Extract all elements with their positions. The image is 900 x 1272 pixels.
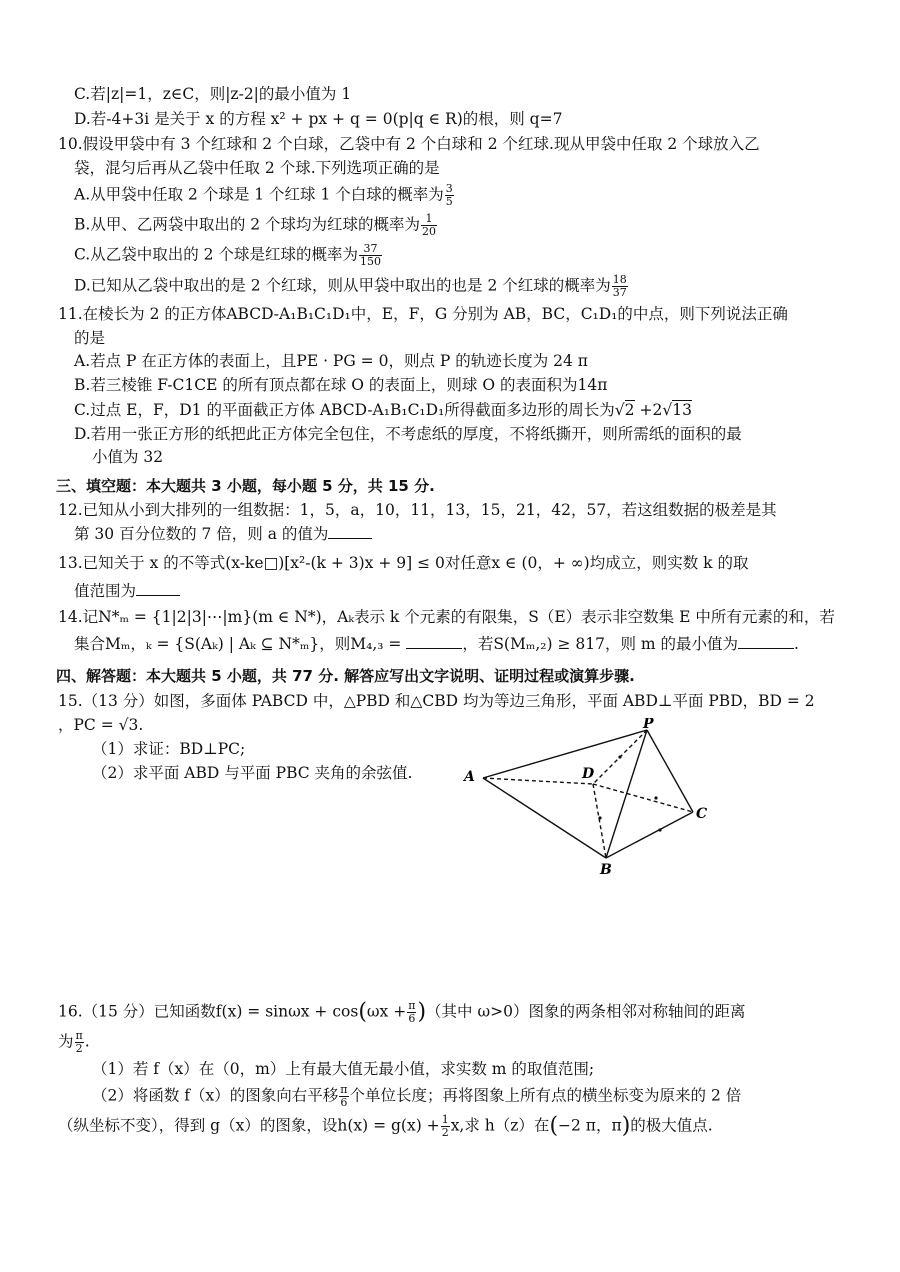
q11-option-a: A.若点 P 在正方体的表面上，且PE · PG = 0，则点 P 的轨迹长度为 24 π [74,352,588,370]
section-four-heading: 四、解答题：本大题共 5 小题，共 77 分. 解答应写出文字说明、证明过程或演算步骤. [56,667,635,685]
edge-cd [593,784,693,812]
q9-option-c: C.若|z|=1，z∈C，则|z-2|的最小值为 1 [74,85,352,103]
sqrt-radicand: 2 [624,401,635,419]
q16-line1-rest: （其中 ω>0）图象的两条相邻对称轴间的距离 [426,1002,746,1021]
q15-sub2: （2）求平面 ABD 与平面 PBC 夹角的余弦值. [92,764,413,782]
edge-bd [593,784,606,858]
q11-stem-line2: 的是 [74,329,106,347]
edge-ab [483,778,606,858]
q16-line1 [58,1000,745,1025]
q11-option-c-text: C.过点 E，F，D1 的平面截正方体 ABCD-A₁B₁C₁D₁所得截面多边形的周长为√ [74,401,625,419]
q16-sub2-rest: 个单位长度；再将图象上所有点的横坐标变为原来的 2 倍 [349,1086,742,1105]
q11-option-d-line1: D.若用一张正方形的纸把此正方体完全包住，不考虑纸的厚度，不将纸撕开，则所需纸的面积的最 [74,425,742,443]
fraction-numerator: 1 [421,213,437,226]
q10-option-d-text: D.已知从乙袋中取出的是 2 个红球，则从甲袋中取出的也是 2 个红球的概率为 [74,276,611,295]
fraction-denominator: 6 [340,1096,348,1109]
tick-mark [598,816,601,819]
q15-line2: ，PC = √3. [58,716,144,734]
fraction-numerator: π [408,999,416,1012]
q16-line2-text: 为 [58,1032,74,1051]
fraction-numerator: π [340,1083,348,1096]
q12-line1: 12.已知从小到大排列的一组数据：1，5，a，10，11，13，15，21，42，57，若这组数据的极差是其 [58,501,777,519]
q14-line2-end: . [794,635,799,653]
q15-line1: 15.（13 分）如图，多面体 PABCD 中，△PBD 和△CBD 均为等边三角形，平面 ABD⊥平面 PBD，BD = 2 [58,692,815,710]
fraction-denominator: 2 [441,1126,449,1139]
q10-option-b-text: B.从甲、乙两袋中取出的 2 个球均为红球的概率为 [74,215,421,234]
q16-line2 [58,1030,90,1055]
q10-option-a-fraction [445,183,454,208]
q10-stem-line2: 袋，混匀后再从乙袋中任取 2 个球.下列选项正确的是 [74,159,440,177]
tick-mark [658,828,661,831]
tick-mark [618,755,621,758]
q16-sub1: （1）若 f（x）在（0，m）上有最大值无最小值，求实数 m 的取值范围; [92,1060,595,1078]
q15-sub1: （1）求证：BD⊥PC; [92,740,246,758]
paren-close: ) [621,1113,631,1139]
q13-line2 [74,580,180,602]
answer-blank [406,634,462,649]
q16-line4-mid: x,求 h（z）在 [450,1116,550,1135]
vertex-label-a: A [464,769,475,785]
fraction-denominator: 20 [422,225,437,238]
q11-option-c-plus: +2√ [634,401,673,419]
fraction-numerator: π [75,1029,83,1042]
q16-sub2-fraction [339,1084,348,1109]
polyhedron-figure [460,718,730,878]
q16-line2-fraction [75,1030,84,1055]
q10-option-a [74,183,455,208]
fraction-numerator: 37 [359,243,382,256]
q10-option-c-fraction [359,243,382,268]
paren-close: ) [417,999,427,1025]
vertex-label-c: C [696,806,708,822]
q16-line4 [58,1114,713,1139]
q12-line2-text: 第 30 百分位数的 7 倍，则 a 的值为 [74,525,329,543]
q10-option-b [74,213,438,238]
q13-line1: 13.已知关于 x 的不等式(x-ke□)[x²-(k + 3)x + 9] ≤ 0对任意x ∈ (0，+ ∞)均成立，则实数 k 的取 [58,554,749,572]
q11-option-d-line2: 小值为 32 [92,448,164,466]
q10-option-c-text: C.从乙袋中取出的 2 个球是红球的概率为 [74,245,358,264]
q16-line4-fraction [441,1114,450,1139]
fraction-denominator: 37 [612,286,627,299]
q10-option-b-fraction [421,213,437,238]
edge-ap [483,730,647,778]
edge-pc [647,730,693,812]
fraction-denominator: 6 [408,1012,416,1025]
vertex-label-p: P [643,718,654,732]
q16-line1-text: 16.（15 分）已知函数f(x) = sinωx + cos [58,1002,359,1021]
q14-line2-text: 集合Mₘ，ₖ = {S(Aₖ) | Aₖ ⊆ N*ₘ}，则M₄,₃ = [74,635,407,653]
q16-sub2 [92,1084,741,1109]
answer-blank [738,634,794,649]
vertex-label-b: B [600,862,612,878]
q9-option-d: D.若-4+3i 是关于 x 的方程 x² + px + q = 0(p|q ∈ R)的根，则 q=7 [74,110,563,128]
q14-line2 [74,633,799,655]
fraction-denominator: 150 [359,255,381,268]
fraction-numerator: 3 [445,182,453,195]
section-three-heading: 三、填空题：本大题共 3 小题，每小题 5 分，共 15 分. [56,477,435,495]
q10-option-a-text: A.从甲袋中任取 2 个球是 1 个红球 1 个白球的概率为 [74,185,444,204]
tick-mark [654,796,657,799]
q14-line2-text-b: ，若S(Mₘ,₂) ≥ 817，则 m 的最小值为 [462,635,739,653]
q16-line1-fraction [407,1000,416,1025]
q16-line4-end: 的极大值点. [630,1116,713,1135]
q16-line2-end: . [84,1032,90,1051]
paren-open: ( [358,999,367,1025]
q16-line1-arg: ωx + [366,1002,407,1021]
sqrt-radicand: 13 [672,401,692,419]
answer-blank [136,581,180,596]
fraction-denominator: 5 [445,195,453,208]
answer-blank [328,524,372,539]
q10-stem-line1: 10.假设甲袋中有 3 个红球和 2 个白球，乙袋中有 2 个白球和 2 个红球.现从甲袋中任取 2 个球放入乙 [58,135,760,153]
fraction-numerator: 1 [441,1113,449,1126]
fraction-numerator: 18 [612,273,627,286]
q16-sub2-text: （2）将函数 f（x）的图象向右平移 [92,1086,339,1105]
q10-option-c [74,243,383,268]
q10-option-d [74,274,629,299]
vertex-label-d: D [582,766,595,782]
q16-line4-interval: −2 π，π [558,1116,622,1135]
q16-line4-text: （纵坐标不变），得到 g（x）的图象，设h(x) = g(x) + [58,1116,440,1135]
q11-stem-line1: 11.在棱长为 2 的正方体ABCD-A₁B₁C₁D₁中，E，F，G 分别为 AB，BC，C₁D₁的中点，则下列说法正确 [58,305,788,323]
q11-option-b: B.若三棱锥 F-C1CE 的所有顶点都在球 O 的表面上，则球 O 的表面积为14π [74,376,608,394]
q12-line2 [74,523,372,545]
q11-option-c [74,399,692,421]
q10-option-d-fraction [612,274,628,299]
paren-open: ( [549,1113,559,1139]
q13-line2-text: 值范围为 [74,582,137,600]
edge-ad [483,778,593,784]
fraction-denominator: 2 [75,1042,83,1055]
q14-line1: 14.记N*ₘ = {1|2|3|⋯|m}(m ∈ N*)，Aₖ表示 k 个元素的有限集，S（E）表示非空数集 E 中所有元素的和，若 [58,608,835,626]
